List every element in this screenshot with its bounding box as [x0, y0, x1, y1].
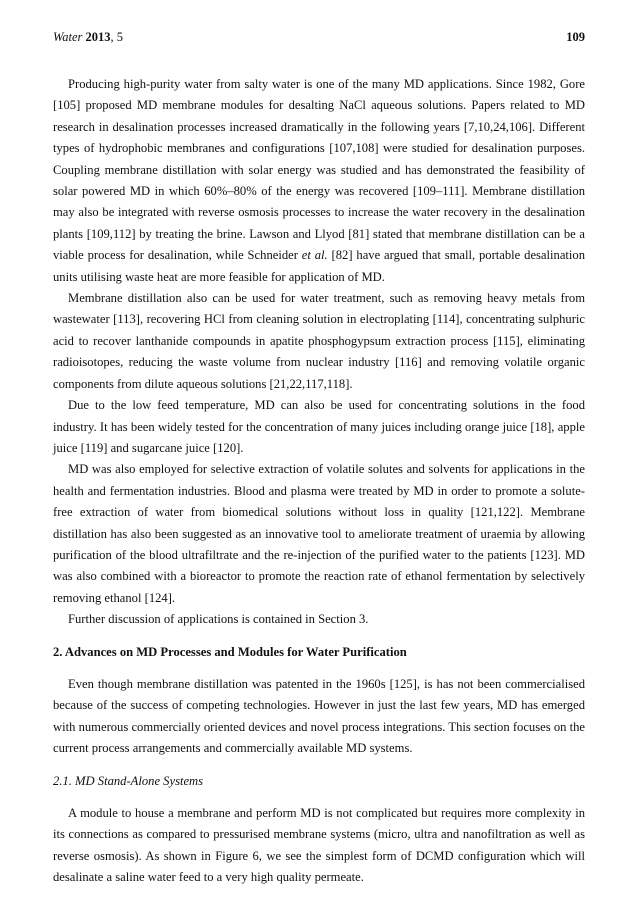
et-al-italic: et al.	[301, 248, 328, 263]
journal-citation	[53, 29, 123, 45]
section-heading-2: 2. Advances on MD Processes and Modules for Water Purification	[53, 644, 407, 659]
paragraph-commercialisation: Even though membrane distillation was patented in the 1960s [125], is has not been commercialised because of the success of competing technologies. However in just the last few years, MD has emerged with numerous commercially oriented devices and novel process integrations. This section focuses on the current process arrangements and commercially available MD systems.	[53, 676, 585, 756]
paragraph-health-fermentation: MD was also employed for selective extraction of volatile solutes and solvents for applications in the health and fermentation industries. Blood and plasma were treated by MD in order to promote a solute-free extraction of water from biomedical solutions without loss in quality [121,122]. Membrane distillation has also been suggested as an innovative tool to ameliorate treatment of uraemia by allowing purification of the blood ultrafiltrate and the re-injection of the purified water to the patients [123]. MD was also combined with a bioreactor to promote the reaction rate of ethanol fermentation by selectively removing ethanol [124].	[53, 462, 585, 605]
subsection-heading-2-1: 2.1. MD Stand-Alone Systems	[53, 773, 204, 788]
paragraph-desalination: Producing high-purity water from salty water is one of the many MD applications. Since 1982, Gore [105] proposed MD membrane modules for desalting NaCl aqueous solutions. Papers related to MD research in desalination processes increased dramatically in the following years [7,10,24,106]. Different types of hydrophobic membranes and configurations [107,108] were studied for desalination purposes. Coupling membrane distillation with solar energy was studied and has demonstrated the feasibility of solar powered MD in which 60%–80% of the energy was recovered [109–111]. Membrane distillation may also be integrated with reverse osmosis processes to increase the water recovery in the desalination plants [109,112] by treating the brine. Lawson and Llyod [81] stated that membrane distillation can be a viable process for desalination, while Schneider et al. [82] have argued that small, portable desalination units utilising waste heat are more feasible for application of MD.	[53, 77, 585, 284]
journal-volume: , 5	[110, 30, 124, 44]
journal-name: Water	[53, 30, 83, 44]
paragraph-water-treatment: Membrane distillation also can be used for water treatment, such as removing heavy metals from wastewater [113], recovering HCl from cleaning solution in electroplating [114], concentrating sulphuric acid to recover lanthanide compounds in apatite phosphogypsum extraction process [115], eliminating radioisotopes, reducing the waste volume from nuclear industry [116] and removing volatile organic components from dilute aqueous solutions [21,22,117,118].	[53, 291, 585, 391]
journal-year: 2013	[85, 30, 111, 44]
paragraph-further-discussion: Further discussion of applications is contained in Section 3.	[68, 612, 369, 627]
page-number: 109	[566, 30, 585, 44]
body-text	[53, 74, 585, 889]
running-header	[53, 29, 585, 45]
paragraph-stand-alone-module: A module to house a membrane and perform MD is not complicated but requires more complexity in its connections as compared to pressurised membrane systems (micro, ultra and nanofiltration as well as reverse osmosis). As shown in Figure 6, we see the simplest form of DCMD configuration which will desalinate a saline water feed to a very high quality permeate.	[53, 806, 585, 885]
paragraph-food-industry: Due to the low feed temperature, MD can also be used for concentrating solutions in the food industry. It has been widely tested for the concentration of many juices including orange juice [18], apple juice [119] and sugarcane juice [120].	[53, 398, 585, 455]
